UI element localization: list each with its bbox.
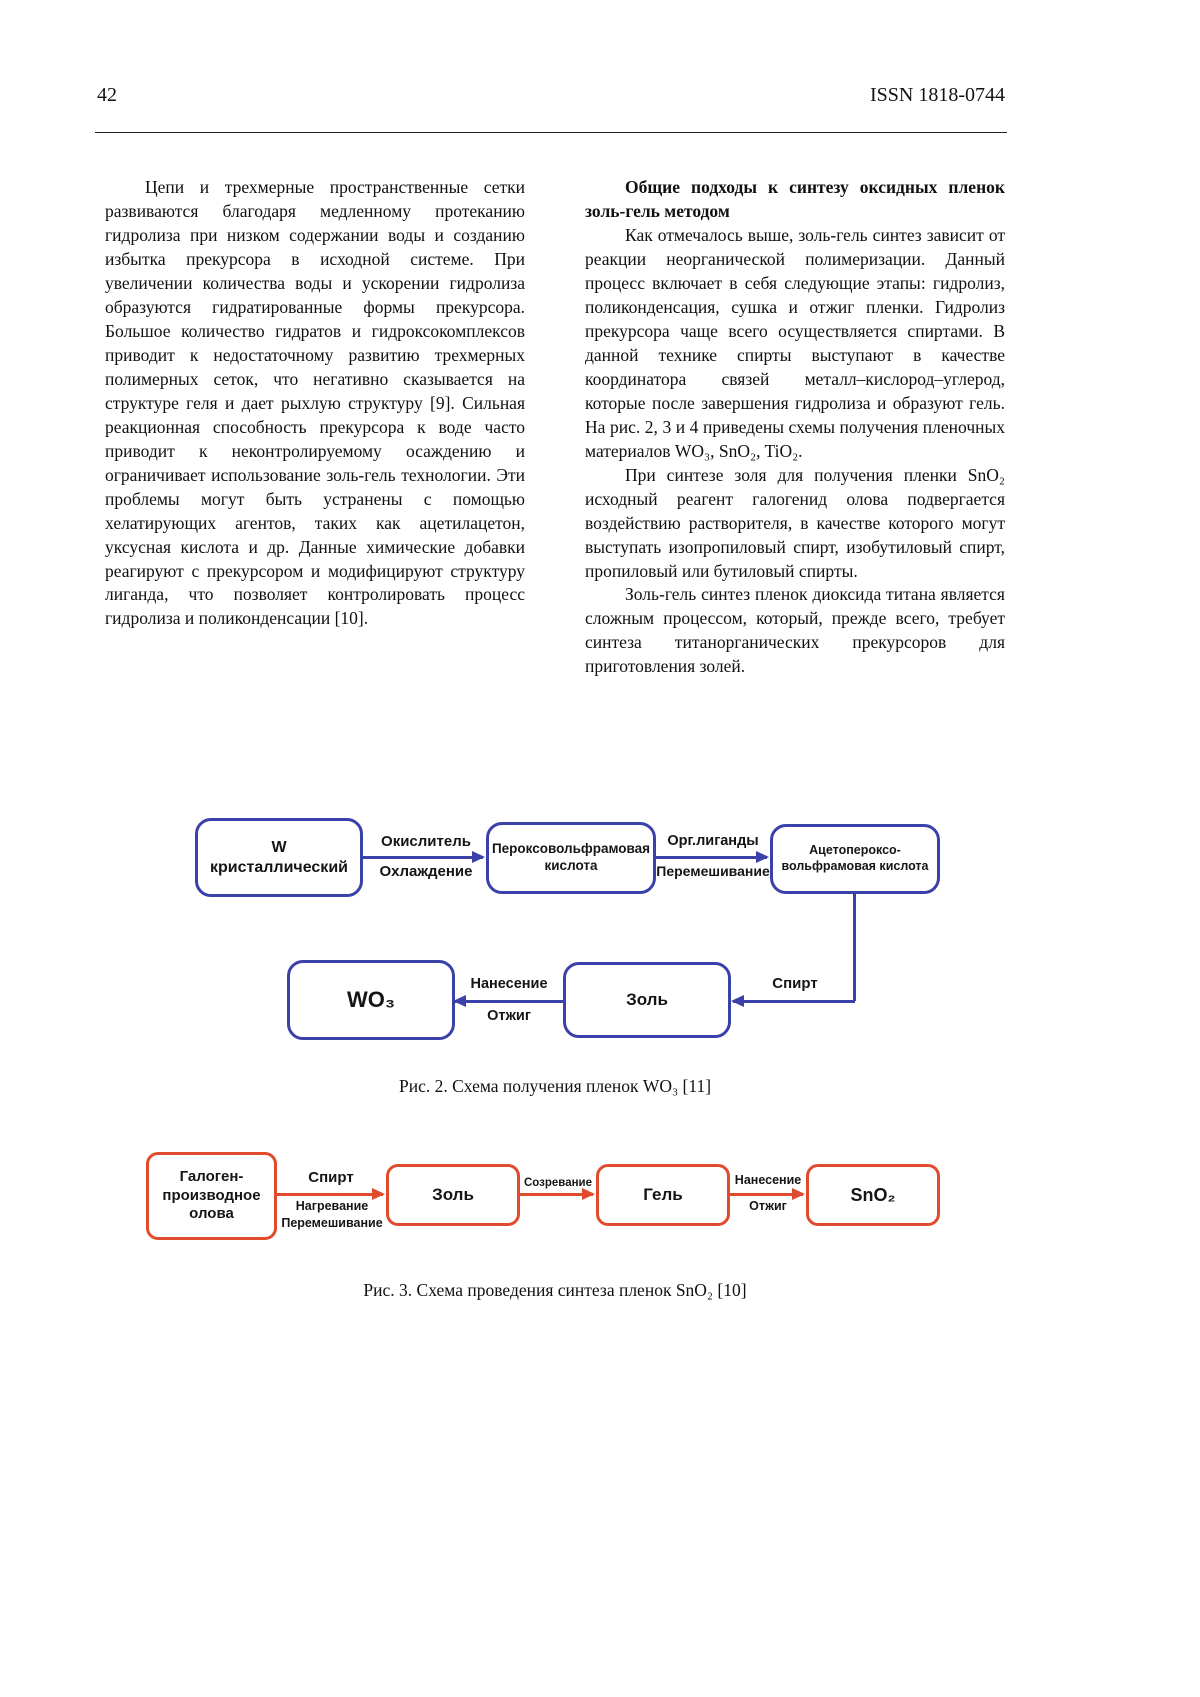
fig3-label-deposition: Нанесение — [734, 1173, 802, 1187]
fig3-arrow-ripening — [520, 1193, 593, 1196]
fig2-arrow-deposition — [455, 1000, 563, 1003]
fig3-arrow-deposition — [730, 1193, 803, 1196]
right-paragraph-3: Золь-гель синтез пленок диоксида титана является сложным процессом, который, прежде всего, требует синтеза титанорганических прекурсоров для приготовления золей. — [585, 584, 1005, 677]
fig2-box-acetoperoxotungstic-acid: Ацетопероксо-вольфрамовая кислота — [770, 824, 940, 894]
fig2-label-cooling: Охлаждение — [379, 863, 473, 880]
fig2-label-oxidizer: Окислитель — [381, 833, 471, 850]
fig3-box-tin-halide: Галоген-производное олова — [146, 1152, 277, 1240]
figure2-caption: Рис. 2. Схема получения пленок WO₃ [11] — [398, 1076, 712, 1096]
fig3-label-annealing: Отжиг — [749, 1199, 787, 1213]
fig3-label-ripening: Созревание — [523, 1177, 593, 1189]
fig2-arrow-ligands — [656, 856, 767, 859]
issn-label: ISSN 1818-0744 — [869, 84, 1005, 106]
fig2-box-wo3: WO₃ — [287, 960, 455, 1040]
fig2-label-organic-ligands: Орг.лиганды — [667, 833, 759, 849]
fig2-label-deposition: Нанесение — [470, 976, 548, 992]
right-paragraph-2: При синтезе золя для получения пленки SnO₂ исходный реагент галогенид олова подвергается воздействию растворителя, в качестве которого могут выступать изопропиловый спирт, изобутиловый спирт, пропиловый или бутиловый спирты. — [585, 464, 1005, 581]
right-column — [585, 176, 1005, 679]
fig2-line-down — [853, 894, 856, 1001]
fig2-arrow-oxidizer — [363, 856, 483, 859]
fig3-label-stirring: Перемешивание — [281, 1216, 383, 1230]
fig3-box-sol: Золь — [386, 1164, 520, 1226]
fig2-box-tungsten: W кристаллический — [195, 818, 363, 897]
fig2-arrow-alcohol — [733, 1000, 855, 1003]
header-rule — [95, 112, 1007, 133]
fig2-box-peroxotungstic-acid: Пероксовольфрамовая кислота — [486, 822, 656, 894]
figure3-caption: Рис. 3. Схема проведения синтеза пленок SnO₂ [10] — [363, 1280, 747, 1300]
fig2-label-annealing: Отжиг — [487, 1008, 531, 1024]
fig3-box-gel: Гель — [596, 1164, 730, 1226]
fig3-box-sno2: SnO₂ — [806, 1164, 940, 1226]
right-paragraph-1: Как отмечалось выше, золь-гель синтез зависит от реакции неорганической полимеризации. Данный процесс включает в себя следующие этапы: гидролиз, поликонденсация, сушка и отжиг пленки. Гидролиз прекурсора чаще всего осуществляется спиртами. В данной технике спирты выступают в качестве координатора связей металл–кислород–углерод, которые после завершения гидролиза и образуют гель. На рис. 2, 3 и 4 приведены схемы получения пленочных материалов WO₃, SnO₂, TiO₂. — [585, 224, 1005, 461]
fig3-label-alcohol: Спирт — [308, 1169, 354, 1186]
page-number: 42 — [97, 84, 117, 106]
fig3-arrow-alcohol — [277, 1193, 383, 1196]
left-paragraph: Цепи и трехмерные пространственные сетки развиваются благодаря медленному протеканию гидролиза при низком содержании воды и созданию избытка прекурсора в исходной системе. При увеличении количества воды и ускорении гидролиза образуются гидратированные формы прекурсора. Большое количество гидратов и гидроксокомплексов приводит к недостаточному развитию трехмерных полимерных сеток, что негативно сказывается на структуре геля и дает рыхлую структуру [9]. Сильная реакционная способность прекурсора к воде часто приводит к неконтролируемому осаждению и ограничивает использование золь-гель технологии. Эти проблемы могут быть устранены с помощью хелатирующих агентов, таких как ацетилацетон, уксусная кислота и др. Данные химические добавки реагируют с прекурсором и модифицируют структуру лиганда, что позволяет контролировать процесс гидролиза и поликонденсации [10]. — [105, 177, 525, 629]
fig2-box-sol: Золь — [563, 962, 731, 1038]
text-columns — [105, 176, 1005, 679]
fig2-label-alcohol: Спирт — [772, 975, 818, 992]
left-column — [105, 176, 525, 679]
fig3-label-heating: Нагревание — [295, 1199, 369, 1213]
fig2-label-stirring: Перемешивание — [656, 863, 770, 879]
section-heading: Общие подходы к синтезу оксидных пленок золь-гель методом — [585, 177, 1005, 221]
